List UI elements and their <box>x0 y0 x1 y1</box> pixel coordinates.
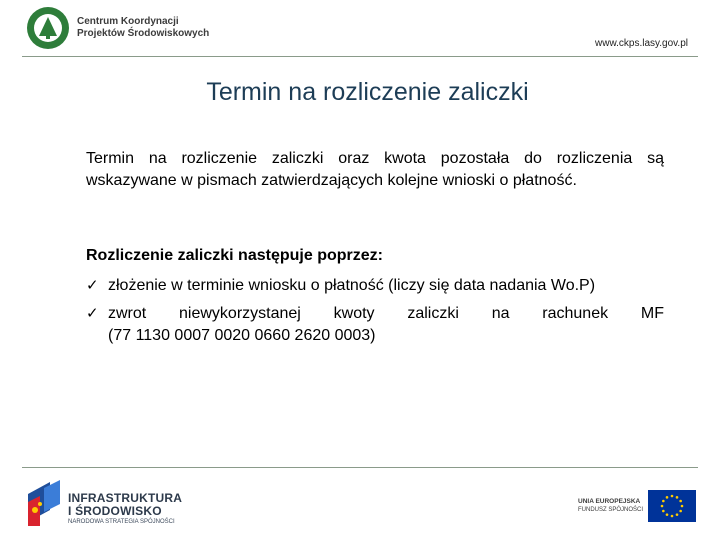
ois-line2: I ŚRODOWISKO <box>68 504 162 518</box>
list-item <box>86 275 664 297</box>
slide-title: Termin na rozliczenie zaliczki <box>206 78 529 106</box>
eu-star <box>662 510 665 513</box>
bullet-text-submission: złożenie w terminie wniosku o płatność (liczy się data nadania Wo.P) <box>108 277 596 294</box>
settlement-methods-list <box>86 275 664 347</box>
eu-star <box>676 513 679 516</box>
eu-star <box>666 513 669 516</box>
slide-header <box>0 0 720 60</box>
eu-flag-icon <box>648 490 696 522</box>
refund-text: zwrot niewykorzystanej kwoty zaliczki na rachunek MF <box>108 305 664 322</box>
eu-star <box>681 505 684 508</box>
infrastruktura-program-name <box>68 492 182 527</box>
bullet-text-refund <box>108 303 664 325</box>
header-divider <box>22 56 698 57</box>
eu-star <box>661 505 664 508</box>
eu-star <box>671 495 674 498</box>
intro-paragraph: Termin na rozliczenie zaliczki oraz kwota pozostała do rozliczenia są wskazywane w pismach zatwierdzających kolejne wnioski o płatność. <box>86 150 664 189</box>
eu-line1: UNIA EUROPEJSKA <box>578 498 641 505</box>
org-name-line1: Centrum Koordynacji <box>77 16 179 27</box>
eu-star <box>679 500 682 503</box>
org-name-line2: Projektów Środowiskowych <box>77 28 210 39</box>
website-url[interactable]: www.ckps.lasy.gov.pl <box>595 38 688 49</box>
eu-star <box>676 496 679 499</box>
eu-star <box>679 510 682 513</box>
ois-line1: INFRASTRUKTURA <box>68 491 183 505</box>
checkmark-icon: ✓ <box>86 277 99 294</box>
lasy-panstwowe-logo-icon <box>26 6 70 50</box>
eu-star <box>671 515 674 518</box>
eu-star <box>662 500 665 503</box>
bank-account-number: (77 1130 0007 0020 0660 2620 0003) <box>108 327 376 344</box>
ois-line3: NARODOWA STRATEGIA SPÓJNOŚCI <box>68 519 175 525</box>
settlement-subheading: Rozliczenie zaliczki następuje poprzez: <box>86 247 383 264</box>
infrastruktura-logo-icon <box>26 480 62 528</box>
checkmark-icon: ✓ <box>86 305 99 322</box>
eu-fund-name <box>578 497 643 514</box>
organization-name <box>77 16 209 40</box>
eu-line2: FUNDUSZ SPÓJNOŚCI <box>578 507 644 513</box>
list-item <box>86 303 664 347</box>
eu-star <box>666 496 669 499</box>
footer-divider <box>22 467 698 468</box>
